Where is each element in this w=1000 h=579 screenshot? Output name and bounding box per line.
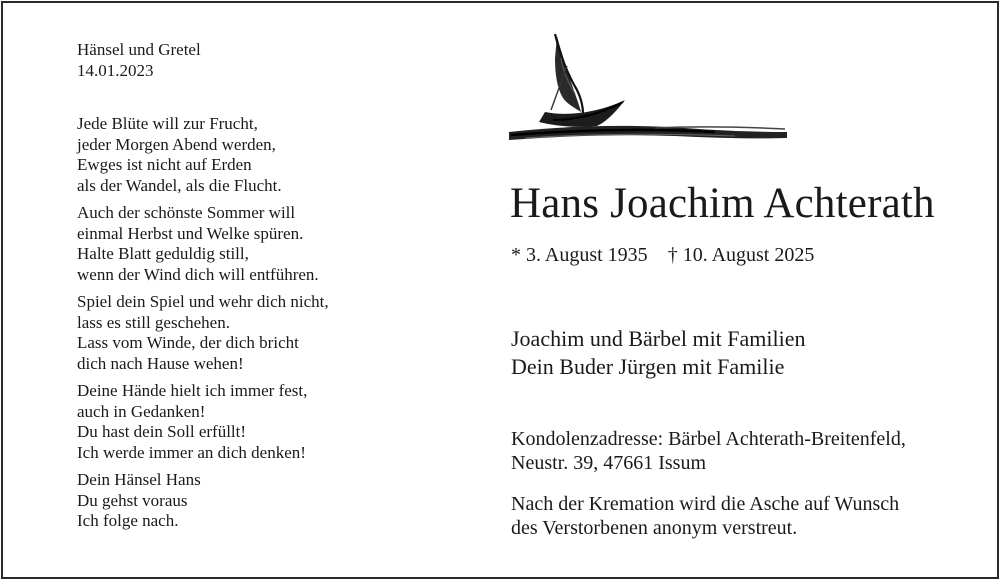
poem-line: als der Wandel, als die Flucht. [77,175,282,195]
life-dates [511,243,814,267]
poem-line: dich nach Hause wehen! [77,353,244,373]
poem-line: Jede Blüte will zur Frucht, [77,114,258,133]
poem-line: Ewges ist nicht auf Erden [77,155,252,174]
poem-line: Auch der schönste Sommer will [77,203,296,222]
condolence-line: Kondolenzadresse: Bärbel Achterath-Breitenfeld, [511,428,906,450]
poem-line: jeder Morgen Abend werden, [77,134,276,154]
note-line: des Verstorbenen anonym verstreut. [511,517,798,539]
poem-line: einmal Herbst und Welke spüren. [77,223,304,243]
sender-line: Hänsel und Gretel [77,40,201,59]
poem-line: Ich folge nach. [77,511,179,530]
poem-stanza [77,292,457,374]
mourner-line: Joachim und Bärbel mit Familien [511,326,806,351]
poem-stanza [77,470,457,532]
poem-stanza [77,114,457,196]
poem-line: Deine Hände hielt ich immer fest, [77,381,308,400]
poem-line: Ich werde immer an dich denken! [77,442,306,462]
mourner-line: Dein Buder Jürgen mit Familie [511,354,785,379]
poem-stanza [77,381,457,463]
poem [77,114,457,532]
poem-column [77,40,457,532]
condolence-line: Neustr. 39, 47661 Issum [511,452,706,474]
birth-date: * 3. August 1935 [511,244,648,266]
note-line: Nach der Kremation wird die Asche auf Wunsch [511,493,900,515]
poem-line: Du hast dein Soll erfüllt! [77,422,247,441]
poem-stanza [77,203,457,285]
condolence-address [511,427,906,475]
cremation-note [511,492,899,540]
poem-line: auch in Gedanken! [77,401,206,421]
deceased-name: Hans Joachim Achterath [510,180,935,227]
date-line: 14.01.2023 [77,60,154,80]
poem-line: Spiel dein Spiel und wehr dich nicht, [77,292,329,311]
poem-line: Halte Blatt geduldig still, [77,244,249,263]
poem-line: Lass vom Winde, der dich bricht [77,333,299,352]
poem-line: Du gehst voraus [77,490,188,510]
poem-line: lass es still geschehen. [77,312,230,332]
sailboat-sketch-icon [505,28,790,146]
poem-line: wenn der Wind dich will entführen. [77,264,319,284]
mourners [511,325,806,381]
death-date: † 10. August 2025 [667,244,815,266]
header [77,40,457,81]
poem-line: Dein Hänsel Hans [77,470,201,489]
